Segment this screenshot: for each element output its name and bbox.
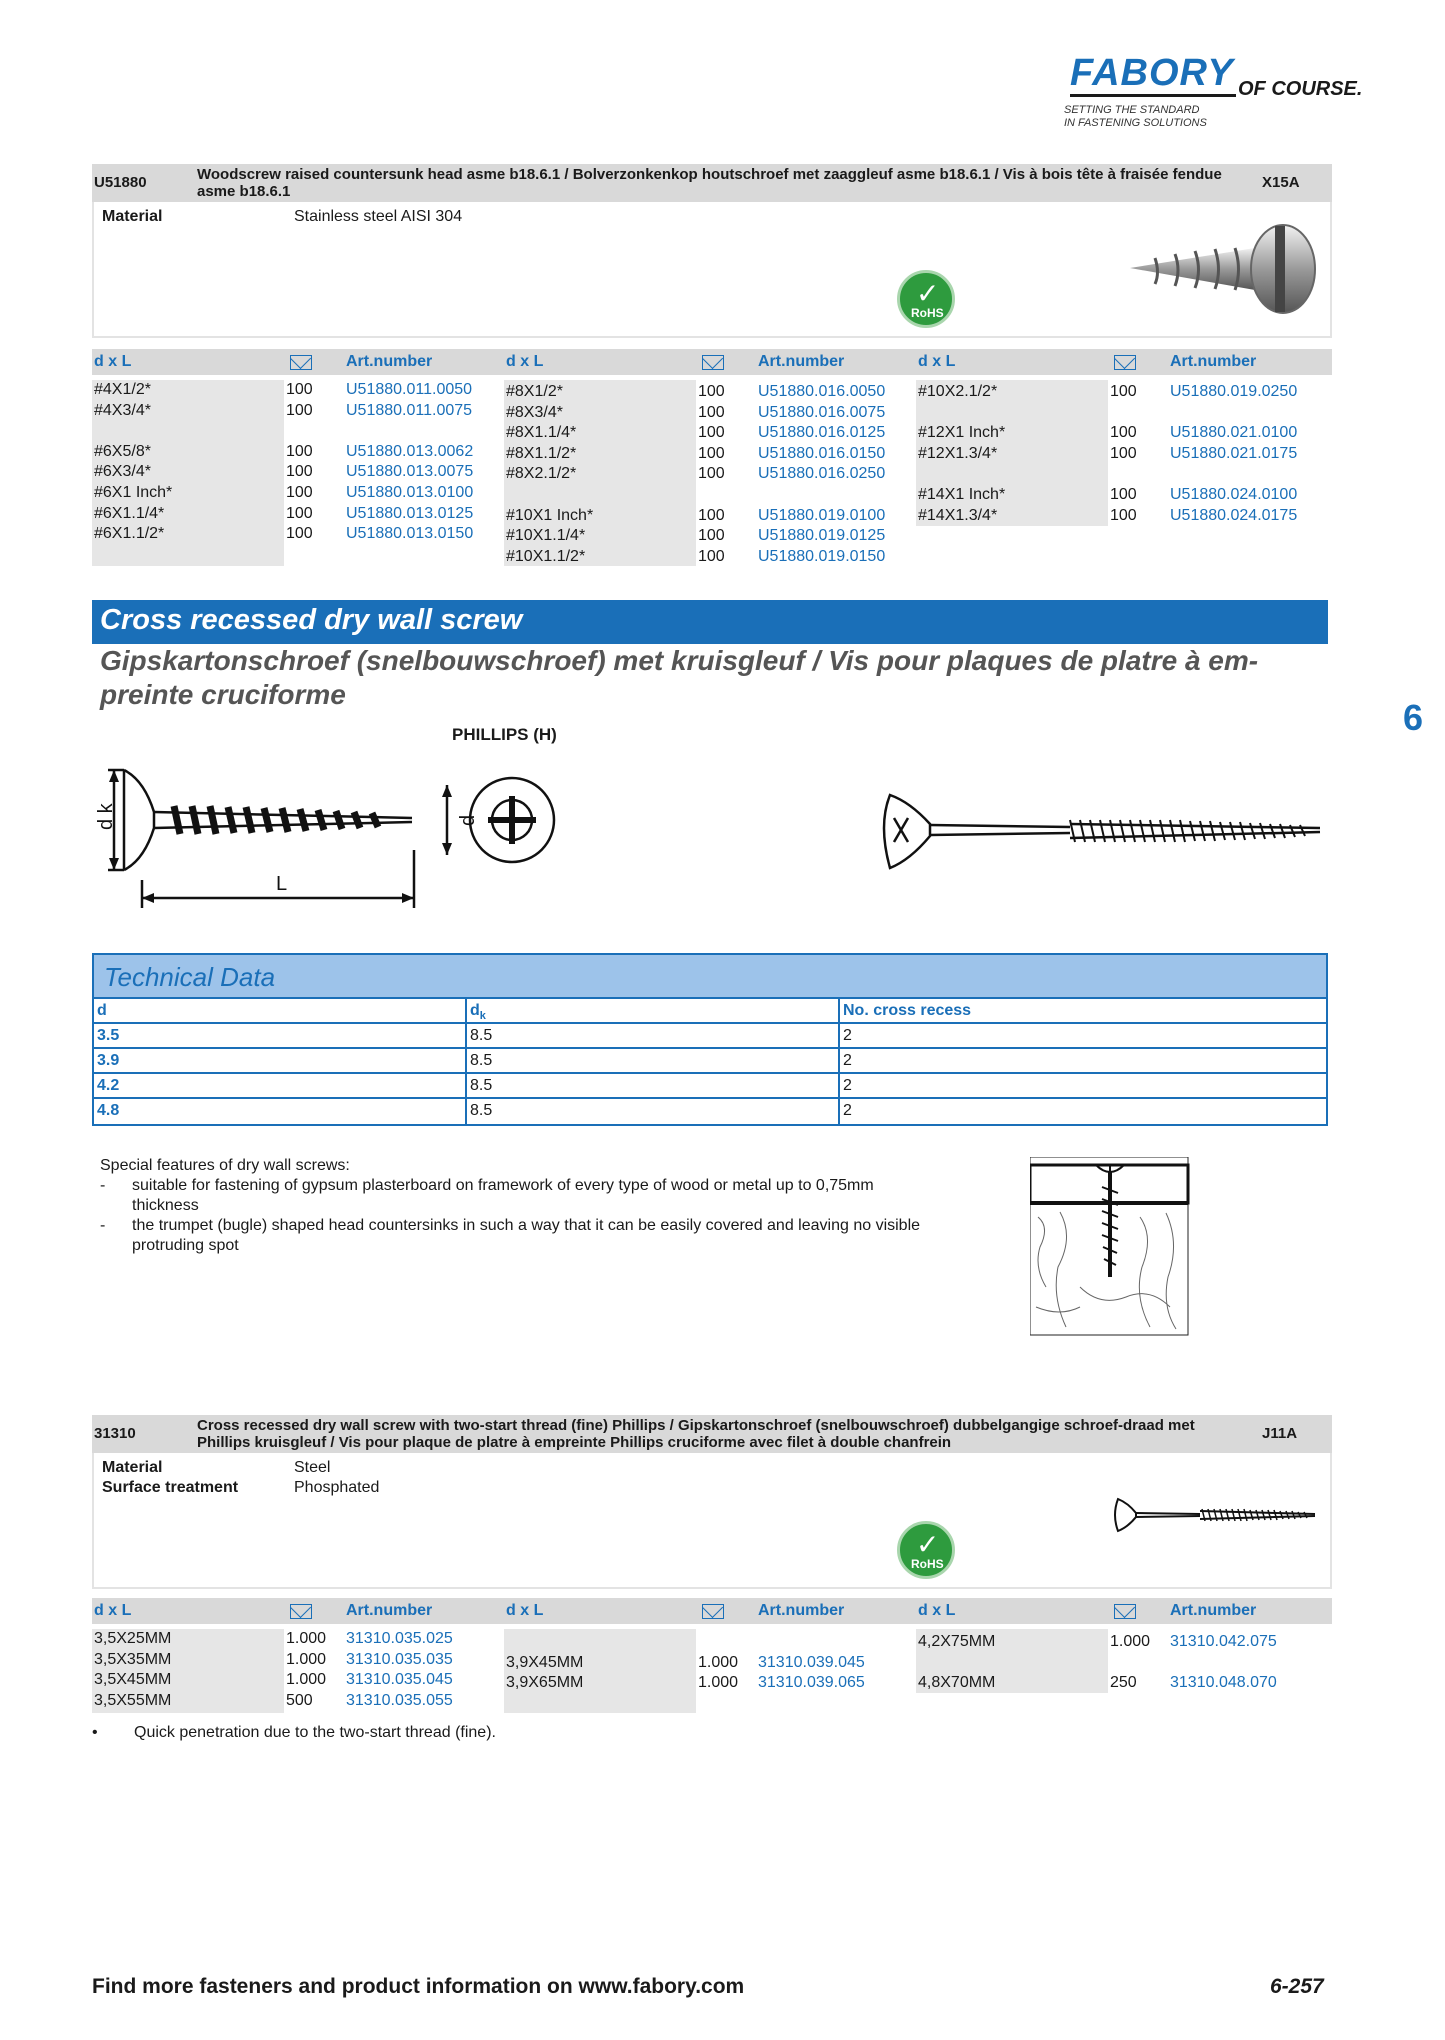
table-row: #8X1.1/4* 100 U51880.016.0125 [506, 424, 886, 442]
table-row: 3,9X45MM 1.000 31310.039.045 [506, 1653, 865, 1671]
dim-l-label: L [276, 873, 288, 895]
table-header-row: d $d_k$ No. cross recess [94, 999, 1326, 1024]
table-row: #4X1/2* 100 U51880.011.0050 [94, 381, 473, 398]
table-row: #6X1 Inch* 100 U51880.013.0100 [94, 483, 474, 501]
product-title: Cross recessed dry wall screw with two-start thread (fine) Phillips / Gipskartonschroef (snelbouwschroef) dubbelgangige schroef-draad met Phillips kruisgleuf / Vis pour plaque de platre à empreinte Phillips cruciforme avec filet à double chanfrein [197, 1417, 1195, 1451]
envelope-icon [1114, 1604, 1136, 1619]
table-row: 3,5X25MM 1.000 31310.035.025 [94, 1630, 453, 1647]
table1-col3 [918, 382, 1297, 526]
envelope-icon [290, 1604, 312, 1619]
table-row: 3,5X45MM 1.000 31310.035.045 [94, 1671, 453, 1689]
col-dxl-3: d x L [918, 353, 956, 370]
dim-dk-label: d k [95, 803, 117, 830]
feature-item-2: the trumpet (bugle) shaped head countersinks in such a way that it can be easily covered and leaving no visible [132, 1217, 921, 1234]
envelope-icon [702, 1604, 724, 1619]
chapter-number: 6 [1403, 697, 1424, 738]
footer-text: Find more fasteners and product information on www.fabory.com [92, 1975, 745, 1998]
table-row: #12X1 Inch* 100 U51880.021.0100 [918, 424, 1298, 442]
table-row: #8X1/2* 100 U51880.016.0050 [506, 383, 886, 400]
check-icon: ✓ [916, 1529, 940, 1560]
bullet-dash: - [100, 1217, 106, 1234]
table-row: #6X1.1/2* 100 U51880.013.0150 [94, 525, 474, 543]
logo-slogan: OF COURSE. [1238, 78, 1363, 100]
table-row: #10X1.1/4* 100 U51880.019.0125 [506, 527, 886, 545]
table2-col2 [506, 1632, 865, 1694]
drywall-screw-image [1110, 1493, 1320, 1537]
logo-underline [1070, 94, 1236, 97]
table2-col1 [94, 1629, 453, 1711]
table-row: #8X1.1/2* 100 U51880.016.0150 [506, 444, 886, 462]
table-row: 4.8 8.5 2 [94, 1099, 1326, 1124]
table-row: #12X1.3/4* 100 U51880.021.0175 [918, 444, 1298, 462]
phillips-label: PHILLIPS (H) [452, 725, 557, 744]
table-row: 3,5X35MM 1.000 31310.035.035 [94, 1650, 453, 1668]
col-art-2: Art.number [758, 1602, 845, 1619]
col-dxl-2: d x L [506, 353, 544, 370]
col-art-3: Art.number [1170, 1602, 1257, 1619]
table-row: #6X1.1/4* 100 U51880.013.0125 [94, 504, 474, 522]
envelope-icon [1114, 355, 1136, 370]
table-row: #14X1.3/4* 100 U51880.024.0175 [918, 506, 1298, 524]
feature-item-2-cont: protruding spot [132, 1237, 239, 1254]
table-row [94, 421, 473, 442]
bullet-dash: - [100, 1177, 106, 1194]
dim-d-label: d [457, 814, 479, 826]
drywall-screw-drawing [92, 740, 572, 920]
surface-value: Phosphated [294, 1479, 380, 1496]
table-row [918, 464, 1297, 485]
woodscrew-image [1125, 218, 1320, 318]
brand-logo: FABORY [1070, 52, 1234, 94]
page-number: 6-257 [1270, 1975, 1324, 1998]
product-title: Woodscrew raised countersunk head asme b18.6.1 / Bolverzonkenkop houtschroef met zaaggleuf asme b18.6.1 / Vis à bois tête à fraisée fendue asme b18.6.1 [197, 166, 1222, 200]
table-row: #4X3/4* 100 U51880.011.0075 [94, 401, 473, 419]
material-value: Steel [294, 1459, 331, 1476]
table-row: 3.5 8.5 2 [94, 1024, 1326, 1049]
envelope-icon [702, 355, 724, 370]
table-row [506, 1632, 865, 1653]
material-label: Material [102, 1459, 163, 1476]
rohs-badge: ✓ RoHS [897, 270, 955, 328]
section-title: Cross recessed dry wall screw [100, 604, 523, 636]
col-dxl-2: d x L [506, 1602, 544, 1619]
table-row: #10X2.1/2* 100 U51880.019.0250 [918, 383, 1298, 400]
table1-col1 [94, 380, 473, 545]
col-art-2: Art.number [758, 353, 845, 370]
material-value: Stainless steel AISI 304 [294, 208, 463, 225]
material-label: Material [102, 208, 163, 225]
product-note: Quick penetration due to the two-start thread (fine). [134, 1724, 496, 1741]
technical-data-title: Technical Data [94, 955, 1326, 999]
col-art-1: Art.number [346, 353, 433, 370]
table-row: #8X3/4* 100 U51880.016.0075 [506, 403, 886, 421]
table-row: #6X5/8* 100 U51880.013.0062 [94, 442, 474, 460]
table-row: 4,8X70MM 250 31310.048.070 [918, 1674, 1277, 1692]
product-suffix: X15A [1262, 174, 1300, 191]
drywall-screw-photo [870, 780, 1330, 880]
feature-item-1-cont: thickness [132, 1197, 199, 1214]
logo-tagline: SETTING THE STANDARD IN FASTENING SOLUTIONS [1064, 104, 1207, 129]
table-row: 4.2 8.5 2 [94, 1074, 1326, 1099]
check-icon: ✓ [916, 278, 940, 309]
table1-col2 [506, 382, 885, 567]
table-row: 3,9X65MM 1.000 31310.039.065 [506, 1674, 865, 1692]
section-subtitle: Gipskartonschroef (snelbouwschroef) met kruisgleuf / Vis pour plaques de platre à em-preinte cruciforme [100, 645, 1259, 710]
envelope-icon [290, 355, 312, 370]
table2-col3 [918, 1632, 1277, 1694]
table-row: #10X1 Inch* 100 U51880.019.0100 [506, 506, 886, 524]
table-row: 3,5X55MM 500 31310.035.055 [94, 1691, 453, 1709]
feature-item-1: suitable for fastening of gypsum plasterboard on framework of every type of wood or metal up to 0,75mm [132, 1177, 874, 1194]
table-row [918, 1653, 1277, 1674]
table-row [506, 485, 885, 506]
product-code: 31310 [94, 1425, 136, 1442]
table-row: #10X1.1/2* 100 U51880.019.0150 [506, 547, 886, 565]
surface-label: Surface treatment [102, 1479, 239, 1496]
col-dxl-3: d x L [918, 1602, 956, 1619]
plasterboard-illustration [1030, 1157, 1190, 1337]
table-row: 3.9 8.5 2 [94, 1049, 1326, 1074]
table-row: 4,2X75MM 1.000 31310.042.075 [918, 1633, 1277, 1650]
col-dxl-1: d x L [94, 353, 132, 370]
technical-data-table [92, 953, 1328, 1126]
product-suffix: J11A [1262, 1425, 1298, 1442]
product-code: U51880 [94, 174, 147, 191]
col-art-3: Art.number [1170, 353, 1257, 370]
features-intro: Special features of dry wall screws: [100, 1157, 350, 1174]
bullet-icon: • [92, 1724, 98, 1741]
table-row [918, 403, 1297, 424]
table-row: #6X3/4* 100 U51880.013.0075 [94, 463, 474, 481]
rohs-badge: ✓ RoHS [897, 1521, 955, 1579]
table-row: #14X1 Inch* 100 U51880.024.0100 [918, 485, 1298, 503]
table-row: #8X2.1/2* 100 U51880.016.0250 [506, 465, 886, 483]
col-dxl-1: d x L [94, 1602, 132, 1619]
col-art-1: Art.number [346, 1602, 433, 1619]
